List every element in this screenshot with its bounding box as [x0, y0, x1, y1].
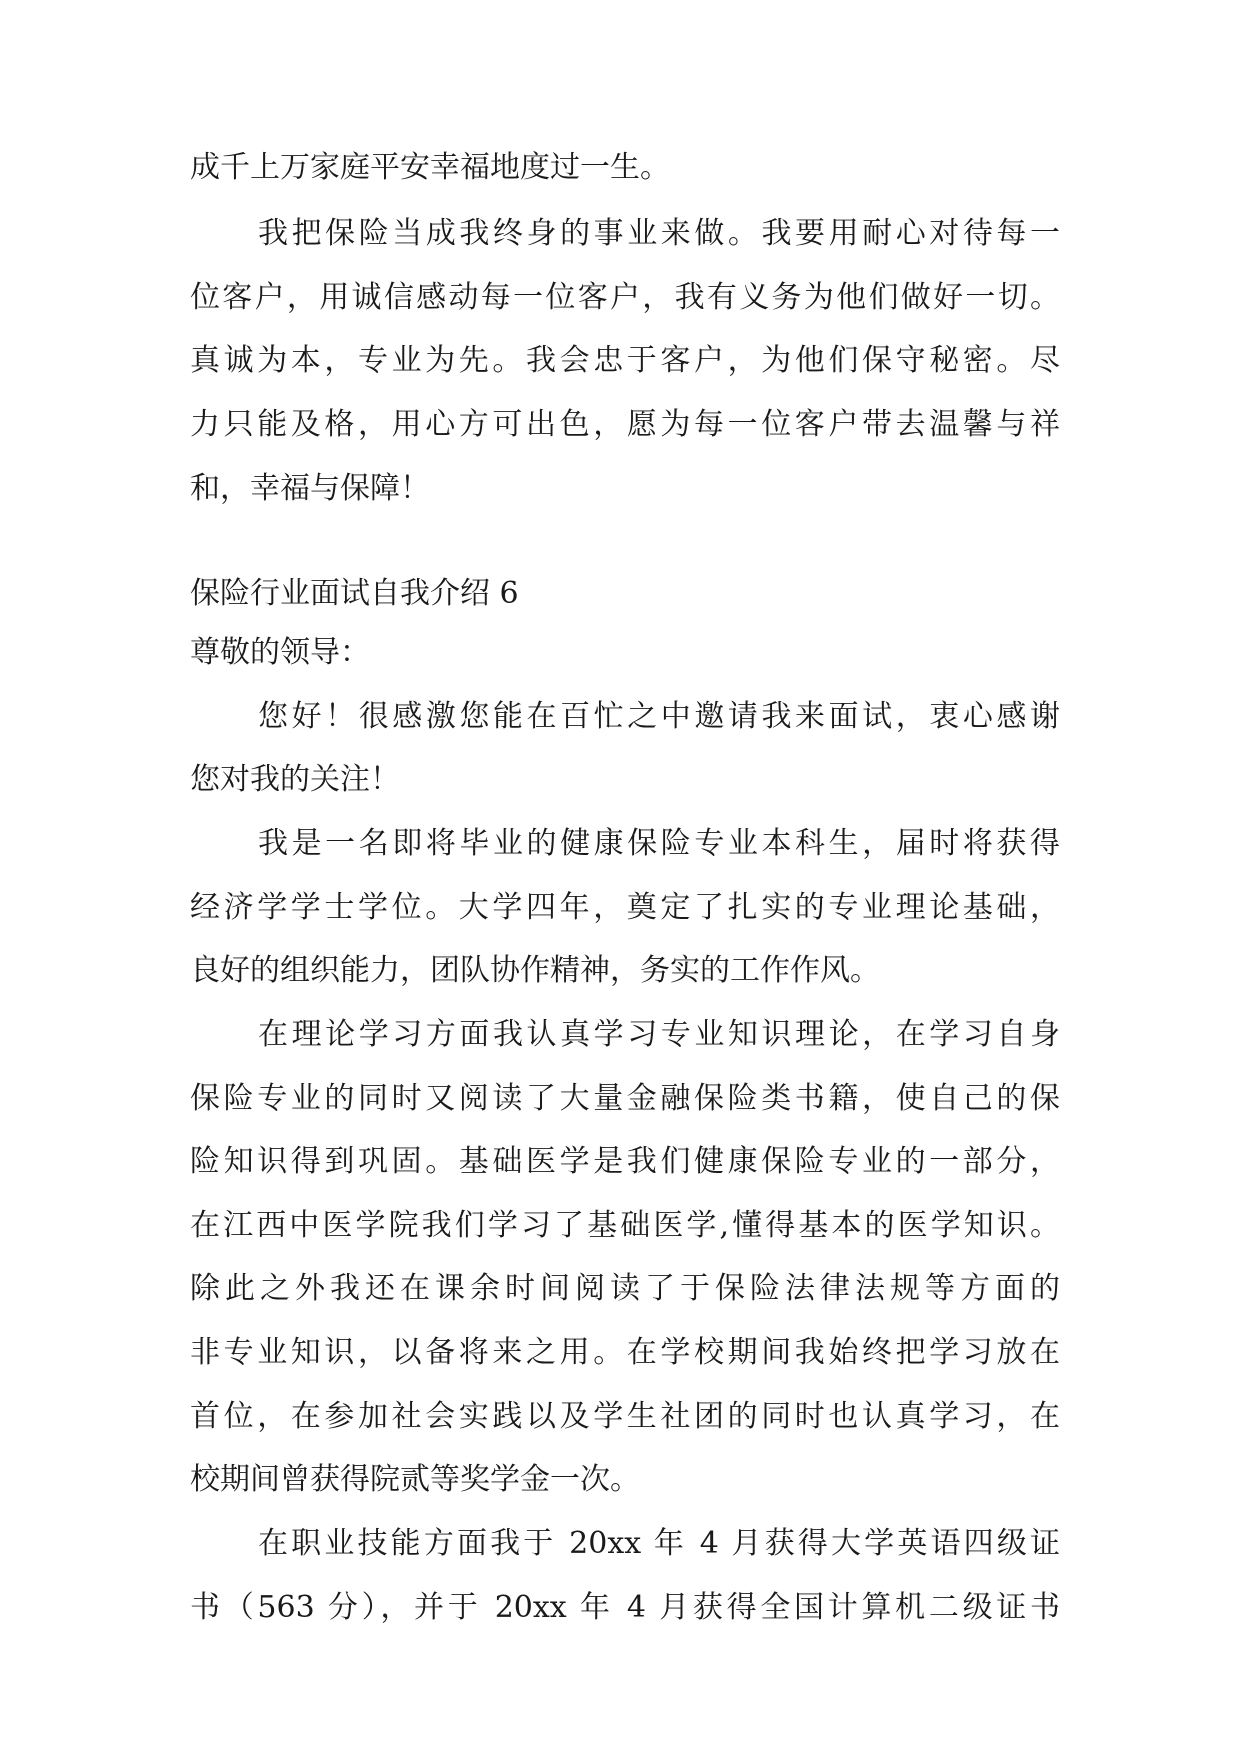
paragraph-line: 在职业技能方面我于 20xx 年 4 月获得大学英语四级证: [258, 1526, 1060, 1561]
section-heading: 保险行业面试自我介绍 6: [190, 576, 519, 611]
paragraph-line: 险知识得到巩固。基础医学是我们健康保险专业的一部分，: [190, 1144, 1060, 1179]
paragraph-line: 和，幸福与保障！: [190, 471, 430, 506]
paragraph-line: 良好的组织能力，团队协作精神，务实的工作作风。: [190, 953, 880, 988]
paragraph-line: 真诚为本，专业为先。我会忠于客户，为他们保守秘密。尽: [190, 343, 1060, 378]
paragraph-line: 保险专业的同时又阅读了大量金融保险类书籍，使自己的保: [190, 1081, 1060, 1116]
salutation: 尊敬的领导：: [190, 635, 370, 670]
paragraph-line: 非专业知识，以备将来之用。在学校期间我始终把学习放在: [190, 1335, 1060, 1370]
paragraph-line: 在理论学习方面我认真学习专业知识理论，在学习自身: [258, 1017, 1060, 1052]
paragraph-line: 书（563 分），并于 20xx 年 4 月获得全国计算机二级证书: [190, 1590, 1060, 1625]
paragraph-line: 位客户，用诚信感动每一位客户，我有义务为他们做好一切。: [190, 280, 1060, 315]
paragraph-line: 我是一名即将毕业的健康保险专业本科生，届时将获得: [258, 826, 1060, 861]
paragraph-line: 您对我的关注！: [190, 762, 400, 797]
paragraph-line: 力只能及格，用心方可出色，愿为每一位客户带去温馨与祥: [190, 407, 1060, 442]
paragraph-line: 经济学学士学位。大学四年，奠定了扎实的专业理论基础，: [190, 890, 1060, 925]
paragraph-line: 我把保险当成我终身的事业来做。我要用耐心对待每一: [258, 216, 1060, 251]
paragraph-line: 校期间曾获得院贰等奖学金一次。: [190, 1462, 640, 1497]
paragraph-line: 成千上万家庭平安幸福地度过一生。: [190, 150, 670, 185]
paragraph-line: 首位，在参加社会实践以及学生社团的同时也认真学习，在: [190, 1399, 1060, 1434]
paragraph-line: 在江西中医学院我们学习了基础医学,懂得基本的医学知识。: [190, 1208, 1060, 1243]
paragraph-line: 您好！很感激您能在百忙之中邀请我来面试，衷心感谢: [258, 699, 1060, 734]
paragraph-line: 除此之外我还在课余时间阅读了于保险法律法规等方面的: [190, 1271, 1060, 1306]
